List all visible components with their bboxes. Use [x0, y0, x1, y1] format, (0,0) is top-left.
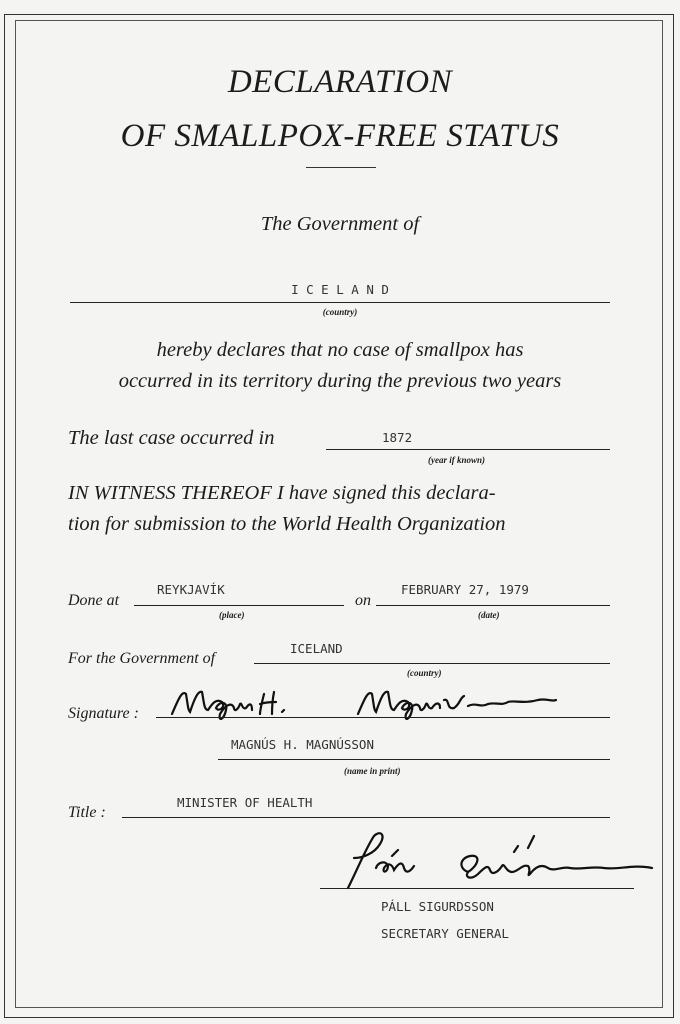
declaration-line1: hereby declares that no case of smallpox has: [156, 339, 524, 361]
witness-line1: IN WITNESS THEREOF I have signed this declara-: [68, 482, 496, 504]
date-line: [376, 605, 610, 606]
for-government-caption: (country): [407, 668, 442, 678]
for-government-line: [254, 663, 610, 664]
last-case-line: [326, 449, 610, 450]
name-in-print-caption: (name in print): [344, 766, 401, 776]
secretary-signature: [318, 828, 660, 890]
title-value: MINISTER OF HEALTH: [177, 795, 313, 810]
date-caption: (date): [478, 610, 500, 620]
place-value: REYKJAVÍK: [157, 582, 225, 597]
title-divider: [306, 167, 376, 168]
country-field-value: I C E L A N D: [291, 282, 389, 297]
name-in-print-line: [218, 759, 610, 760]
last-case-caption: (year if known): [428, 455, 485, 465]
last-case-value: 1872: [382, 430, 413, 445]
date-value: FEBRUARY 27, 1979: [401, 582, 529, 597]
done-at-label: Done at: [68, 592, 120, 609]
place-caption: (place): [219, 610, 245, 620]
secretary-title: SECRETARY GENERAL: [381, 926, 509, 941]
name-in-print-value: MAGNÚS H. MAGNÚSSON: [231, 737, 374, 752]
secretary-signature-line: [320, 888, 634, 889]
on-label: on: [355, 592, 371, 609]
for-government-value: ICELAND: [290, 641, 343, 656]
government-of-heading: The Government of: [260, 213, 420, 235]
place-line: [134, 605, 344, 606]
signature-line: [156, 717, 610, 718]
title-line: [122, 817, 610, 818]
witness-line2: tion for submission to the World Health Organization: [68, 513, 506, 535]
country-field-line: [70, 302, 610, 303]
signature-label: Signature :: [68, 705, 139, 722]
country-field-caption: (country): [322, 307, 358, 317]
declaration-line2: occurred in its territory during the previous two years: [118, 370, 562, 392]
secretary-name: PÁLL SIGURDSSON: [381, 899, 494, 914]
document-title-line1: DECLARATION: [227, 64, 453, 100]
for-government-label: For the Government of: [68, 650, 216, 667]
last-case-label: The last case occurred in: [68, 427, 275, 449]
document-title-line2: OF SMALLPOX-FREE STATUS: [120, 118, 560, 154]
title-label: Title :: [68, 804, 106, 821]
